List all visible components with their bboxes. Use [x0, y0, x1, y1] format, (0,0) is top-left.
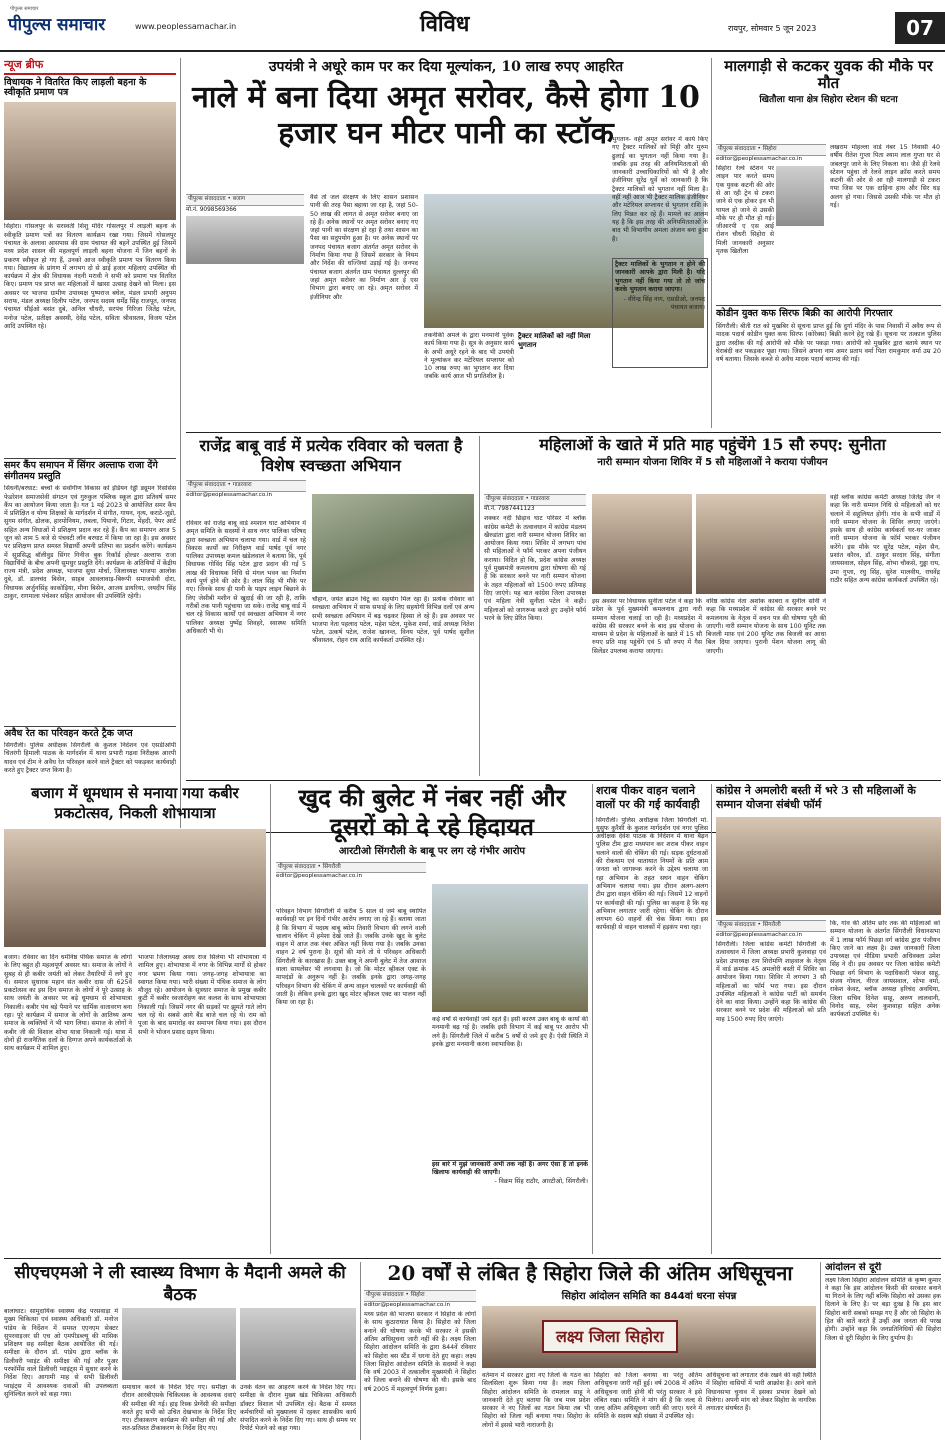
congress-headline: कांग्रेस ने अमलोरी बस्ती में भरे 3 सौ महिलाओं के सम्मान योजना संबंधी फॉर्म	[716, 784, 916, 812]
drunk-body: सिंगरौली। पुलिस अधीक्षक जिला सिंगरौली मो. युसुफ कुरैशी के कुशल मार्गदर्शन एवं नगर पुलिस अधीक्षक देवेश पाठक के निर्देशन में थाना बैढ़न पुलिस टीम द्वारा मध्यपान कर शराब पीकर वाहन चलाने वालों की चेकिंग की गई। सड़क दुर्घटनाओं की रोकथाम एवं यातायात नियमों के प्रति आम जनता को जागरूक करने के उद्देश्य चलाया जा रहा अभियान के तहत सघन वाहन चेकिंग अभियान चलाया गया। इस दौरान अलग-अलग टीम द्वारा वाहन चेकिंग की गई। जिसमें 12 वाहनों पर कार्यवाही की गई। पुलिस का कहना है कि यह अभियान लगातार जारी रहेगा। चेकिंग के दौरान लगभग 60 वाहनों की चेक किया गया। इस कार्यवाही से वाहन चालकों में हड़कंप मचा रहा।	[596, 816, 708, 932]
cmho-story	[4, 1262, 356, 1440]
train-byline: पीपुल्स संवाददाता • सिहोरा	[716, 144, 826, 156]
paper-logo: पीपुल्स समाचार	[8, 15, 106, 35]
lead-kicker: उपयंत्री ने अधूरे काम पर कर दिया मूल्यांकन, 10 लाख रुपए आहरित	[268, 59, 624, 75]
lead-quote: ट्रैक्टर मालिकों के भुगतान न होने की जानकारी आपके द्वारा मिली है। यदि भुगतान नहीं किया गया तो तो जांच करके भुगतान कराया जाएगा।	[615, 261, 705, 293]
swachh-email: editor@peoplessamachar.co.in	[186, 491, 273, 498]
sihora-banner-text: लक्ष्य जिला सिहोरा	[542, 1320, 678, 1353]
congress-col2: कि, गांव की अंतिम छोर तक की महिलाओं को सम्मान योजना के अंतर्गत सिंगरौली विधानसभा में 1 लाख फॉर्म पिछड़ा वर्ग कांग्रेस द्वारा पंजीयन किए जाने का लक्ष्य है। उक्त जानकारी जिला उपाध्यक्ष एवं मीडिया प्रभारी अधिवक्ता उमेश सिंह ने दी। इस अवसर पर जिला कांग्रेस कमेटी पिछड़ा वर्ग विभाग के पदाधिकारी पंकज साहू, संजय गोयल, नीरज जायसवाल, शोभा वर्मा, राकेश केवट, ब्लॉक अध्यक्ष हरिचंद अवधिया, जिला सचिव दिनेश साहू, अरुण लालवानी, विनोद साह, रमेश कुशवाहा सहित अनेक कार्यकर्ता उपस्थित थे।	[830, 920, 940, 1019]
brief2-body: सिधनी/बरघाट: बच्चों के सर्वांगीण विकास को इंडियन रेड्डी ड्यूमन रिसोर्सेस फेडरेशन समाजसेवी संगठन एवं गुरुकुल पब्लिक स्कूल द्वारा प्रतिवर्ष समर कैंप का आयोजन किया जाता है। गत 1 मई 2023 से आयोजित समर कैंप में प्रशिक्षित व योग्य शिक्षकों के मार्गदर्शन में संगीत, गायन, नृत्य, कराटे-जूडो, सुगम संगीत, ढोलक, हारमोनियम, तबला, पियानो, गिटार, मेंहदी, पेपर आर्ट सहित अन्य विधाओं में प्रशिक्षण प्रदान कर रहे हैं। कैंप का समापन आज 5 जून को शाम 5 बजे से पंचवटी लॉन बरघाट में किया जा रहा है। इस अवसर पर प्रशिक्षण प्राप्त समस्त विद्यार्थी अपनी प्रतिभा का प्रदर्शन करेंगे। कार्यक्रम में सुप्रसिद्ध बॉलीवुड सिंगर गिनीज बुक रिकॉर्ड होल्डर अल्ताफ राजा विद्यार्थियों के बीच अपनी सुमधुर प्रस्तुति देंगे। कार्यक्रम के अतिथियों में केंद्रीय राज्य मंत्री, प्रदेश अध्यक्ष, भाजपा सुधा मोर्चा, जिलाध्यक्ष भाजपा आलोक दुबे, डॉ. डालचंद बिसेन, साहब आवलावाड़-बिरूपी समाजसेवी दोरा, विधायक अर्जुनसिंह काकोड़िया, मीना बिसेन, आजय डायरिया, जयदीप सिंह ठाकुर, रागमाला पंचेश्वर सहित आयोजन की उपस्थिति रहेगी।	[4, 485, 176, 601]
bullet-quote-box	[432, 1160, 588, 1230]
train-body1: सिहोरा रेल्वे स्टेशन पर लाइन पार करते समय एक युवक कटनी की ओर से आ रही ट्रेन से टकरा जाने से एक होकर इन भी घायल हो जाने से उसकी मौके पर ही मौत हो गई। जीआरपी ए एस आई रोशन चौधरी सिहोरा से मिली जानकारी अनुसार मृतक खितौला	[716, 165, 774, 255]
kabir-photo	[4, 829, 266, 947]
paper-tagline: पीपुल्स समाचार	[10, 6, 39, 12]
lead-col3-wrap	[518, 332, 608, 424]
brief2-headline: समर कैंप समापन में सिंगर अल्ताफ राजा देंगे संगीतमय प्रस्तुति	[4, 458, 176, 483]
swachh-byline: पीपुल्स संवाददाता • गाडरवारा	[186, 480, 306, 492]
train-subhead: खितौला थाना क्षेत्र सिहोरा स्टेशन की घटना	[759, 94, 898, 105]
sihora-protest-photo	[482, 1306, 816, 1368]
train-col1	[716, 144, 826, 315]
bullet-photo	[432, 884, 588, 1012]
masthead	[0, 0, 945, 52]
sihora-col1-wrap	[364, 1290, 476, 1431]
section-divider	[4, 1258, 941, 1259]
sihora-side-headline: आंदोलन से दूरी	[825, 1262, 941, 1275]
swachh-photo	[312, 494, 474, 592]
kabir-col2: भाजपा जिलाध्यक्ष अवध राज सिलेया भी शोभायात्रा में शामिल हुए। शोभायात्रा में नगर के विभिन्न मार्गों से होकर नगर भ्रमण किया गया। जगह-जगह शोभायात्रा का स्वागत किया गया। भारी संख्या में पंथिक समाज के लोग मौजूद रहे। आयोजन के सूत्रधार समाज के प्रमुख कबीर कुटी में कबीर ध्वजारोहण कर कलश के साथ शोभायात्रा निकाली गई। जिसमें नगर की सड़कों पर झूमते गाते लोग चल रहे थे। सबसे आगे बैंड बाजे चल रहे थे। राम को पूजा के बाद समारोह का समापन किया गया। इस दौरान सभी ने भोजन प्रसाद ग्रहण किया।	[138, 954, 266, 1036]
sihora-byline: पीपुल्स संवाददाता • सिहोरा	[364, 1290, 476, 1302]
column-divider	[592, 784, 593, 1254]
arrest-headline: कोडीन युक्त कफ सिरफ बिक्री का आरोपी गिरफ्तार	[716, 308, 893, 319]
lead-headline: नाले में बना दिया अमृत सरोवर, कैसे होगा 10 हजार घन मीटर पानी का स्टॉक	[192, 80, 700, 152]
lead-quote-box	[612, 258, 708, 368]
bullet-col2: कई वर्षों से कार्यवाही जमे रहते हैं। इसी कारण उक्त बाबू के कार्यों की मनमानी बढ़ गई है। जबकि इसी विभाग में कई बाबू पर आरोप भी लगे हैं। सिंगरौली जिले में करीब 5 वर्षों से जमे हुए हैं। ऐसी स्थिति में इनके द्वारा मनमानी करना स्वाभाविक है।	[432, 1016, 588, 1048]
website-link[interactable]: www.peoplessamachar.in	[135, 22, 237, 31]
arrest-story	[716, 305, 941, 425]
sihora-side-body: लक्ष्य जिला सिहोरा आंदोलन समिति के कृष्ण कुमार ने कहा कि इस आंदोलन किसी की सरकार बनाने या गिराने के लिए नहीं बल्कि सिहोरा को उसका हक दिलाने के लिए है। पर बड़ा दुःख है कि इस बार सिहोरा बारी सबको समझ गए हैं और जो सिहोरा के हित की बातें करते हैं उन्हीं अब जनता की परख होगी। उन्होंने कहा कि जनप्रतिनिधियों की सिहोरा जिला से दूरी सिहोरा के लिए दुर्भाग्य है।	[825, 1276, 941, 1342]
victim-photo	[776, 166, 824, 226]
mahila-photo-2	[696, 494, 826, 594]
mahila-photo-1	[592, 494, 692, 594]
sihora-col2: वर्तमान में सरकार द्वारा नए जिलों के गठन का सिलसिला शुरू किया गया है। लक्ष्य जिला सिहोरा आंदोलन समिति के रामलाल साहू ने जानकारी देते हुए बताया कि जब मध्य प्रदेश सरकार ने नए जिलों का गठन किया तब भी सिहोरा को जिला नहीं बनाया गया। सिहोरा के लोगों में इससे भारी नाराजगी है।	[482, 1372, 590, 1429]
lead-byline: पीपुल्स संवाददाता • बजाग	[186, 194, 304, 206]
mahila-caption: इस अवसर पर विधायक सुनीता पटेल ने कहा कि प्रदेश के पूर्व मुख्यमंत्री कमलनाथ द्वारा नारी सम्मान योजना चलाई जा रही है। मध्यप्रदेश में कांग्रेस की सरकार बनने के बाद इस योजना के माध्यम से प्रदेश के महिलाओं के खाते में 15 सौ रुपए प्रति माह पहुंचेंगे एवं 5 सौ रुपए में गैस सिलेंडर उपलब्ध कराया जाएगा।	[592, 598, 702, 655]
train-body2: लखराम मोहल्ला वार्ड नंबर 15 निवासी 40 वर्षीय रीतेश गुप्ता पिता श्याम लाल गुप्ता घर से जबलपुर जाने के लिए निकला था। जैसे ही रेलवे स्टेशन पहुंचा तो रेलवे लाइन क्रॉस करते समय कटनी की ओर से आ रही मालगाड़ी से टकरा गया जिस पर एक दाहिना हाथ और सिर धड़ अलग हो गया। जिससे उसकी मौके पर मौत हो गई।	[830, 144, 940, 210]
sihora-side-box	[820, 1262, 941, 1440]
drunk-headline: शराब पीकर वाहन चलाने वालों पर की गई कार्यवाही	[596, 784, 700, 812]
reporter-photo	[186, 216, 304, 264]
brief3-headline: अवैध रेत का परिवहन करते ट्रैक जप्त	[4, 726, 176, 740]
bullet-col1: परिवहन विभाग सिंगरौली में करीब 5 साल से जमे बाबू स्थापित कार्यवाही पर इन दिनों गंभीर आरोप लगाए जा रहे हैं। बताया जाता है कि विभाग में पदस्थ बाबू ब्योम तिवारी विभाग की लगने वाली चालान चेकिंग में हमेशा देखे जाते हैं। जबकि उनके खुद के बुलेट वाहन में आज तक नंबर अंकित नहीं किया गया है। जबकि उनका वाहन 2 वर्ष पुराना है। सूत्रों की माने तो ये परिवहन अधिकारी सिंगरौली के कारखास हैं। उक्त बाबू ने अपनी बुलेट में तेज आवाज वाला सायलेंसर भी लगवाया है। जो कि मोटर व्हीकल एक्ट के मापदंडों के अनुरूप नहीं है। जबकि इनके द्वारा जगह-जगह परिवहन विभाग की चेकिंग में अन्य वाहन चालकों पर कार्यवाही की जाती है। लेकिन इनके द्वारा खुद मोटर व्हीकल एक्ट का पालन नहीं किया जा रहा है।	[276, 908, 426, 1007]
bullet-story	[276, 784, 588, 1254]
sihora-email: editor@peoplessamachar.co.in	[364, 1301, 451, 1308]
kabir-col1: बजाग। रविवार का दिन धर्मनिष्ठ पंथिक समाज के लोगों के लिए बहुत ही महत्वपूर्ण अवसर था। समाज के लोगों ने सुबह से ही कबीर जयंती को लेकर तैयारियों में लगे हुए थे। समाज सुधारक महान संत कबीर दास जी 625वें प्रकटोत्सव का इस दिन समाज के लोगों ने पूरे उत्साह के साथ जयंती के अवसर पर बड़े धूमधाम से शोभायात्रा निकाली। कबीर पंथ बड़े पैमाने पर धार्मिक वातावरण बना रहा। पूरे कार्यक्रम में समाज के लोगों के आतिथ्य अन्य समाज के व्यक्तियों ने भी भाग लिया। समाज के लोगों ने कबीर जी की विशाल शोभा यात्रा निकाली गई। यात्रा में दोनों ही राजनैतिक दलों के दिग्गज अपने कार्यकर्ताओं के साथ कार्यक्रम में शामिल हुए।	[4, 954, 132, 1053]
train-email: editor@peoplessamachar.co.in	[716, 155, 803, 162]
sihora-col4: अधिसूचना को लगातार रोके रखने की वही स्थिति में सिहोरा वासियों में भारी आक्रोश है। आने वाले विधानसभा चुनाव में इसका प्रभाव देखने को मिलेगा। अपनी मांग को लेकर सिहोरा के नागरिक लगातार संघर्षरत हैं।	[706, 1372, 816, 1413]
bullet-subhead: आरटीओ सिंगरौली के बाबू पर लग रहे गंभीर आरोप	[338, 845, 526, 857]
sihora-col3: सिहोरा को जिला बनाया था परंतु अंतिम अधिसूचना जारी नहीं हुई। वर्ष 2008 में अंतिम अधिसूचना जारी होनी थी परंतु सरकार ने इसे लंबित रखा। समिति ने मांग की है कि जल्द से जल्द अंतिम अधिसूचना जारी की जाए। धरने में समिति के सदस्य बड़ी संख्या में उपस्थित रहे।	[594, 1372, 702, 1421]
mahila-col1: शक्कर नदी छिड़ाव घाट परिसर में ब्लॉक कांग्रेस कमेटी के तत्वावधान में कांग्रेस मंडलम खैरुडांता द्वारा नारी सम्मान योजना शिविर का आयोजन किया गया। शिविर में लगभग पांच सौ महिलाओं ने फॉर्म भरकर अपना पंजीयन कराया। विदित हो कि, प्रदेश कांग्रेस अध्यक्ष पूर्व मुख्यमंत्री कमलनाथ द्वारा घोषणा की गई है कि सरकार बनने पर नारी सम्मान योजना के तहत महिलाओं को 1500 रुपए प्रतिमाह दिए जाएंगे। यह बात कांग्रेस जिला उपाध्यक्ष एवं महिला नेत्री सुनीता पटेल ने कही। महिलाओं को जागरूक करते हुए उन्होंने फॉर्म भरने के लिए प्रेरित किया।	[484, 515, 586, 622]
cmho-col2: समाधान करने के निर्देश दिए गए। समीक्षा के दौरान आरबीएसके चिकित्सक के आवश्यक दवाएं की समीक्षा की गई। हाइ रिस्क प्रेग्नेंसी की समीक्षा करते हुए सभी को उचित देखभाल के निर्देश दिए गए। टीकाकरण कार्यक्रम की समीक्षा की गई और शत-प्रतिशत टीकाकरण के निर्देश दिए गए।	[122, 1384, 236, 1433]
sihora-headline: 20 वर्षों से लंबित है सिहोरा जिले की अंतिम अधिसूचना	[387, 1262, 793, 1285]
bullet-quote-by: - विक्रम सिंह राठौर, आरटीओ, सिंगरौली।	[494, 1177, 588, 1185]
lead-quote-by: - वीरेन्द्र सिंह नाग, एसडीओ, जनपद पंचायत बजाग।	[623, 296, 705, 312]
column-divider	[711, 784, 712, 1254]
column-divider	[711, 58, 712, 428]
cmho-headline: सीएचएमओ ने ली स्वास्थ्य विभाग के मैदानी अमले की बैठक	[14, 1263, 346, 1306]
cmho-photo-2	[240, 1308, 356, 1380]
mahila-mobile: मो.नं. 7987441123	[484, 505, 535, 512]
brief-header: न्यूज ब्रीफ	[4, 58, 176, 75]
column-divider	[360, 1262, 361, 1440]
drunk-driving-story	[596, 784, 708, 1254]
congress-col1-wrap	[716, 920, 826, 1241]
congress-email: editor@peoplessamachar.co.in	[716, 931, 803, 938]
congress-col1: सिंगरौली। जिला कांग्रेस कमेटी सिंगरौली के तत्वावधान में जिला अध्यक्ष प्रभारी कुशवाहा एवं प्रदेश उपाध्यक्ष राम शिरोमणि शाहवाल के नेतृत्व में वार्ड क्रमांक 45 अमलोरी बस्ती में शिविर का आयोजन किया गया। शिविर में लगभग 3 सौ महिलाओं का फॉर्म भरा गया। इस दौरान उपस्थित महिलाओं ने कांग्रेस पार्टी को समर्थन देने का वादा किया। उन्होंने कहा कि कांग्रेस की सरकार बनने पर प्रदेश की महिलाओं को प्रति माह 1500 रुपए दिए जाएंगे।	[716, 941, 826, 1023]
sihora-col1: मध्य प्रदेश की भाजपा सरकार ने सिहोरा के लोगों के साथ कुठाराघात किया है। सिहोरा को जिला बनाने की घोषणा करके भी सरकार ने इसकी अंतिम अधिसूचना जारी नहीं की है। लक्ष्य जिला सिहोरा आंदोलन समिति के द्वारा 844वें रविवार को सिहोरा बस स्टैंड में धरना देते हुए कहा। लक्ष्य जिला सिहोरा आंदोलन समिति के सदस्यों ने कहा कि वर्ष 2003 में तत्कालीन मुख्यमंत्री ने सिहोरा को जिला बनाने की घोषणा की थी। इसके बाद वर्ष 2005 में महत्वपूर्ण निर्णय हुआ।	[364, 1311, 476, 1393]
lead-mobile: मो.नं. 9098569366	[186, 206, 237, 213]
mahila-col3: वहीं ब्लॉक कांग्रेस कमेटी अध्यक्ष जितेंद्र जैन ने कहा कि नारी सम्मान निधि से महिलाओं को घर चलाने में सहूलियत होगी। गांव के सभी वार्डों में नारी सम्मान योजना के शिविर लगाए जाएंगे। इसके साथ ही कांग्रेस कार्यकर्ता घर-घर जाकर नारी सम्मान योजना के फॉर्म भरकर पंजीयन करेंगे। इस मौके पर सुरेंद्र पटेल, महेश सैन, प्रशांत कौरव, डॉ. ठाकुर सरदार सिंह, संगीता जायसवाल, सोहन सिंह, शोभा चौकसे, गुड्डा राय, उमा गुप्ता, रघु सिंह, सुरेश मालवीय, राघवेंद्र राठौर सहित अन्य कांग्रेस कार्यकर्ता उपस्थित रहे।	[830, 494, 940, 584]
arrest-body: सिंगरौली। बीती रात को मुखबिर से सूचना प्राप्त हुई कि दुर्गा मंदिर के पास निवासी में अवैध रूप से मादक पदार्थ कोडीन युक्त कफ सिरफ (कोरेक्स) बिक्री करने हेतु रखे हैं। सूचना पर तत्काल पुलिस द्वारा तस्दीक की गई आरोपी को मौके पर पकड़ा गया। आरोपी को मुखबिर द्वारा बताये स्थान पर घेराबंदी कर पकड़कर पूछा गया। जिसने अपना नाम अमर प्रताप वर्मा पिता रामकुमार वर्मा उम्र 20 वर्ष बताया। जिसके कब्जे से अवैध मादक पदार्थ बरामद की गई।	[716, 322, 941, 364]
column-divider	[180, 58, 181, 828]
dateline: रायपुर, सोमवार 5 जून 2023	[728, 24, 817, 33]
mahila-col1-wrap	[484, 494, 586, 755]
sihora-story	[364, 1262, 816, 1440]
brief1-photo	[4, 102, 176, 220]
congress-story	[716, 784, 941, 1254]
section-divider	[186, 432, 941, 433]
mahila-story	[484, 436, 941, 776]
lead-col1-wrap	[186, 194, 304, 426]
column-divider	[270, 784, 271, 1254]
kabir-headline: बजाग में धूमधाम से मनाया गया कबीर प्रकटोत्सव, निकली शोभायात्रा	[31, 784, 239, 822]
cmho-col1: बालाघाट। सामुदायिक स्वास्थ्य केंद्र परसवाड़ा में मुख्य चिकित्सा एवं स्वास्थ्य अधिकारी डॉ. मनोज पांडेय के निर्देशन में समस्त एएनएम सेक्टर सुपरवाइजर सी एच ओ एमपीडब्ल्यू की मासिक प्रशिक्षण सह समीक्षा बैठक आयोजित की गई। समीक्षा के दौरान डॉ. पांडेय द्वारा ब्लॉक के डिलीवरी प्वाइंट की समीक्षा की गई और पुअर परफॉर्मेंस वाले डिलीवरी प्वाइंट्स में सुधार करने के निर्देश दिए। आगामी माह से सभी डिलीवरी प्वाइंट्स में आवश्यक दवाओं की उपलब्धता सुनिश्चित करने को कहा गया।	[4, 1308, 118, 1398]
mahila-byline: पीपुल्स संवाददाता • गाडरवारा	[484, 494, 586, 506]
section-title: विविध	[420, 11, 470, 37]
mahila-col2: वरिष्ठ कांग्रेस नेता अशोक काबरा व सुनील सोनी ने कहा कि मध्यप्रदेश में कांग्रेस की सरकार बनने पर कमलनाथ के नेतृत्व में वचन पत्र की घोषणा पूरी की जाएगी। नारी सम्मान योजना के साथ 100 यूनिट तक बिजली माफ़ एवं 200 यूनिट तक बिजली का आधा बिल दिया जाएगा। पुरानी पेंशन योजना लागू की जाएगी।	[706, 598, 826, 655]
swachh-story	[186, 436, 476, 776]
bullet-quote: इस बारे में मुझे जानकारी अभी तक नहीं है। अगर ऐसा है तो इनके खिलाफ कार्यवाही की जाएगी।	[432, 1161, 588, 1177]
brief1-headline: विधायक ने वितरित किए लाड़ली बहना के स्वीकृति प्रमाण पत्र	[4, 76, 147, 99]
bullet-email: editor@peoplessamachar.co.in	[276, 873, 363, 880]
cmho-col3: उनके वेतन का आहरण करने के निर्देश दिए गए। समीक्षा के दौरान मुख्य खंड चिकित्सा अधिकारी डॉक्टर विशाल भी उपस्थित रहे। बैठक में समस्त कर्मचारियों को मुख्यालय में रहकर शासकीय कार्य संपादित करने के निर्देश दिए गए। साथ ही समय पर रिपोर्ट भेजने को कहा गया।	[240, 1384, 356, 1433]
news-brief-column	[4, 58, 176, 828]
brief1-body: सिहोरा। गोसलपुर के सरस्वती शिशु मंदिर गोसलपुर में लाड़ली बहना के स्वीकृति प्रमाण पत्रों का वितरण कार्यक्रम रखा गया। जिसमें गोसलपुर पंचायत के अलावा आसपास की ग्राम पंचायत की बहनें उपस्थित हुई जिसमें मध्य प्रदेश शासन की महत्वपूर्ण लाड़ली बहना योजना में जिन बहनों के प्रकरण स्वीकृत हो गए हैं, उनको आज स्वीकृति प्रमाण पत्र वितरण किया गया। विद्यालय के प्रांगण में लगभग दो से ढाई हजार महिलाएं उपस्थित थी कार्यक्रम में क्षेत्र की विधायक नंदनी मरावी ने सभी को प्रमाण पत्र वितरित किए। प्रमाण पत्र प्राप्त कर महिलाओं में खासा उत्साह देखने को मिला। इस अवसर पर भाजपा ग्रामीण उपाध्यक्ष पुष्पराज बघेल, मंडल प्रभारी अनुपम सराफ, मंडल अध्यक्ष दिलीप पटेल, जनपद सदस्य धर्मेंद्र सिंह राजपूत, जनपद पंचायत सीईओ बसंत दुबे, अनिल चौधरी, सरपंच गिरिजा जितेंद्र पटेल, मनोज पटेल, प्रतीक्षा अवस्थी, देवेंद्र पटेल, सविता श्रीवास्तव, विजय पटेल आदि उपस्थित रहे।	[4, 223, 176, 330]
column-divider	[479, 436, 480, 776]
swachh-col2: चौहान, जयंत ब्राउन चिंटू का सहयोग मिल रहा है। प्रत्येक रविवार को स्वच्छता अभियान में साफ सफाई के लिए सहयोगी विभिन्न दलों एवं अन्य सभी स्वच्छता अभियान में बढ़ चढ़कर हिस्सा ले रहे हैं। इस अवसर पर भाजपा नेता पहलाद पटेल, महेश पटेल, मुकेश शर्मा, वार्ड अध्यक्ष नितेश पटेल, उत्कर्ष पटेल, राजेश खानन्त, विनय पटेल, पूर्व पार्षद सुशील श्रीवास्तव, रोहन राय आदि कार्यकर्ता उपस्थित रहे।	[312, 596, 474, 645]
swachh-headline: राजेंद्र बाबू वार्ड में प्रत्येक रविवार को चलता है विशेष स्वच्छता अभियान	[199, 436, 463, 475]
bullet-headline: खुद की बुलेट में नंबर नहीं और दूसरों को दे रहे हिदायत	[298, 784, 566, 841]
lead-col3: भुगतान- वहीं अमृत सरोवर में कार्य किए गए ट्रैक्टर मालिकों को मिट्टी और मुरुम ढुलाई का भुगतान नहीं किया गया है। जबकि इस तरह की अनियमितताओं की जानकारी उच्चाधिकारियों को भी है और इंजीनियर सुरेंद्र धुर्वे को जानकारी है कि ट्रैक्टर मालिकों को भुगतान नहीं मिला है। वहीं नहीं आज भी ट्रैक्टर मालिक इंजीनियर और मटेरियल सप्लायर से भुगतान राशि के लिए मिन्नत कर रहे हैं। मामले का आलम यह है कि इस तरह की अनियमितताओं के बाद भी विभागीय अमला अंजान बना हुआ है।	[612, 136, 708, 243]
section-divider	[186, 780, 941, 781]
lead-col1: वैसे तो जल संरक्षण के लिए शासन प्रशासन पानी की तरह पैसा बहाया जा रहा है, जहां 50-50 लाख की लागत से अमृत सरोवर बनाए जा रहे हैं। अनेक स्थानों पर अमृत सरोवर बनाए गए जहां पानी का संरक्षण हो रहा है तथा शासन का पैसा का सदुपयोग हुआ है। पर अनेक स्थानों पर जनपद पंचायत बजाग अंतर्गत अमृत सरोवर के निर्माण किया गया है जिसमें सरकार के नियम और निर्देश की धज्जियां उड़ाई गई है। जनपद पंचायत बजाग अंतर्गत ग्राम पंचायत दुल्लपुर की जहां अमृत सरोवर का निर्माण आर ई एस विभाग द्वारा बनाए जा रहे। अमृत सरोवर में इंजीनियर और	[310, 194, 418, 301]
congress-byline: पीपुल्स संवाददाता • सिंगरौली	[716, 920, 826, 932]
cmho-photo-1	[122, 1308, 236, 1380]
congress-photo	[716, 817, 941, 915]
train-headline: मालगाड़ी से कटकर युवक की मौके पर मौत	[724, 58, 933, 93]
lead-subhead: ट्रैक्टर मालिकों को नहीं मिला भुगतान	[518, 332, 591, 350]
swachh-col1: रविवार को राजेंद्र बाबू वार्ड श्मशान घाट अभियान में अमृत समिति के सदस्यों ने साथ नगर पालिका परिषद द्वारा स्वच्छता अभियान चलाया गया। वार्ड में चल रहे विकास कार्यों का निरीक्षण वार्ड पार्षद पूर्व नगर पालिका उपाध्यक्ष कमल खंडेलवाल ने बताया कि, पूर्व विधायक गोविंद सिंह पटेल द्वारा प्रदान की गई 5 लाख की विधायक निधि से मंगल भवन का निर्माण कार्य पूर्ण होने की ओर है। लाल सिंह भी मौके पर गए। जिनके साथ ही पानी के पाइप लाइन बिछाने के लिए जेसीबी मशीन से खुदाई की जा रही है, ताकि गरीबों तक पानी पहुंचाया जा सके। राजेंद्र बाबू वार्ड में चल रहे विकास कार्यों एवं स्वच्छता अभियान में नगर पालिका अध्यक्ष पुष्पेंद्र शिवहरे, स्वास्थ्य समिति अधिकारी भी थे।	[186, 520, 306, 635]
mahila-subhead: नारी सम्मान योजना शिविर में 5 सौ महिलाओं ने कराया पंजीयन	[597, 457, 828, 469]
brief3-body: सिंगरौली। पुलिस अधीक्षक सिंगरौली के कुशल निर्देशन एवं एसडीओपी चितरंगी हिमाली पाठक के मार्गदर्शन में थाना प्रभारी गढ़वा निरीक्षक आरपी यादव एवं टीम ने अवैध रेत परिवहन करने वाले ट्रैक्टर को पकड़कर कार्यवाही करते हुए ट्रैक्टर जप्त किया है।	[4, 742, 176, 775]
bullet-byline: पीपुल्स संवाददाता • सिंगरौली	[276, 862, 426, 874]
kabir-story	[4, 784, 266, 1254]
page-number: 07	[895, 12, 945, 44]
lead-col2: तकनीकी अमले के द्वारा मनमानी पूर्वक कार्य किया गया है। सूत्र के अनुसार कार्य के अभी अधूरे रहने के बाद भी उपयंत्री ने मूल्यांकन कर मटेरियल सप्लायर को 10 लाख रुपए का भुगतान कर दिया जबकि कार्य आज भी प्रगतिशील है।	[424, 332, 514, 381]
mahila-headline: महिलाओं के खाते में प्रति माह पहुंचेंगे 15 सौ रुपए: सुनीता	[539, 436, 886, 454]
sihora-subhead: सिहोरा आंदोलन समिति का 844वां धरना संपन्न	[561, 1291, 737, 1302]
